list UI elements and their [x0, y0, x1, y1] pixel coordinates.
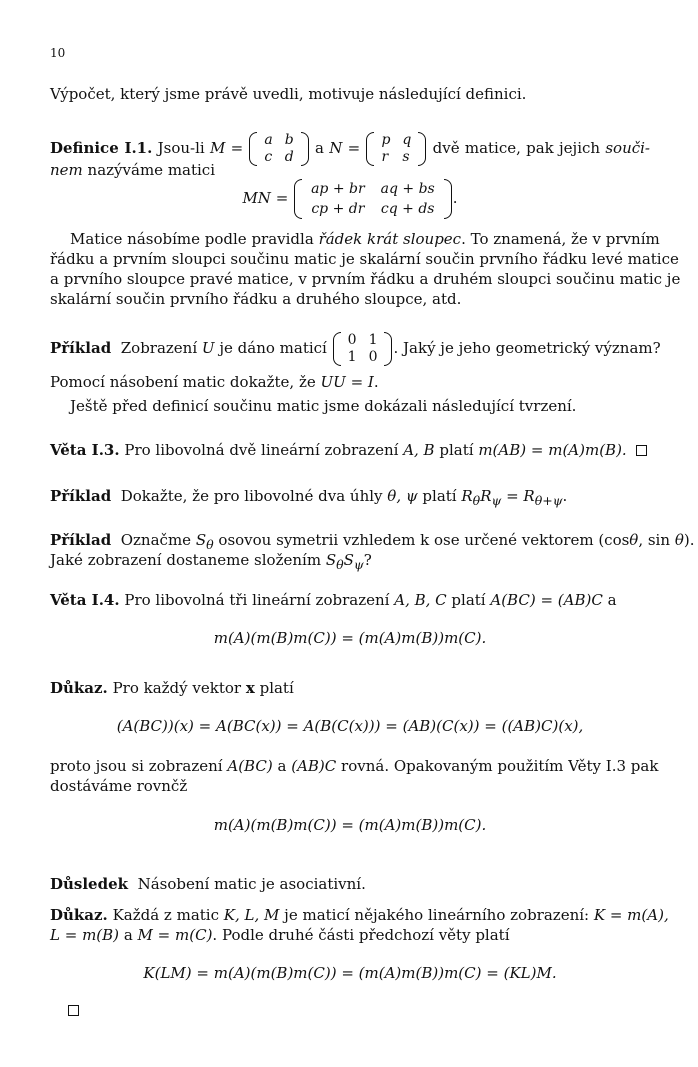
example2-label: Příklad [50, 487, 112, 505]
corollary-label: Důsledek [50, 875, 129, 893]
proof1-display: (A(BC))(x) = A(BC(x)) = A(B(C(x))) = (AB)(C(x)) = ((AB)C)(x), [116, 717, 584, 735]
matrix-m: a b c d [249, 132, 308, 166]
qed-symbol-end [68, 1005, 79, 1016]
proof2-label: Důkaz. [50, 906, 108, 924]
example3-line-1: Příklad Označme $S_\theta$ osovou symetrii vzhledem k ose určené vektorem (cosθ, sin θ). [50, 531, 695, 552]
rule-line-3: a prvního sloupce pravé matice, v prvním řádku a druhém sloupci součinu matic je [50, 270, 681, 288]
theorem3-line: Věta I.3. Pro libovolná dvě lineární zobrazení A, B platí m(AB) = m(A)m(B). [50, 441, 627, 459]
definition-line-1: Definice I.1. Jsou-li M = a b c d a N = p q r s dvě matice, pak jejich souči- [50, 132, 650, 165]
proof2-line-1: Důkaz. Každá z matic K, L, M je maticí nějakého lineárního zobrazení: K = m(A), [50, 906, 669, 924]
definition-line-2: nem nazýváme matici [50, 161, 216, 179]
theorem4-display: m(A)(m(B)m(C)) = (m(A)m(B))m(C). [213, 629, 487, 647]
example3-label: Příklad [50, 531, 112, 549]
proof2-display: K(LM) = m(A)(m(B)m(C)) = (m(A)m(B))m(C) = (KL)M. [143, 964, 557, 982]
corollary-line: Důsledek Násobení matic je asociativní. [50, 875, 366, 893]
rule-line-2: řádku a prvním sloupci součinu matic je skalární součin prvního řádku levé matice [50, 250, 679, 268]
proof1-display-2: m(A)(m(B)m(C)) = (m(A)m(B))m(C). [213, 816, 487, 834]
example3-line-2: Jaké zobrazení dostaneme složením $S_\theta S_\psi$? [50, 551, 372, 572]
intro-text: Výpočet, který jsme právě uvedli, motivuje následující definici. [50, 85, 527, 103]
proof1-line-3: dostáváme rovnčž [50, 777, 188, 795]
proof1-line-2: proto jsou si zobrazení A(BC) a (AB)C rovná. Opakovaným použitím Věty I.3 pak [50, 757, 659, 775]
example1-line-1: Příklad Zobrazení U je dáno maticí 0 1 1 0 . Jaký je jeho geometrický význam? [50, 332, 661, 365]
pre-theorem-text: Ještě před definicí součinu matic jsme dokázali následující tvrzení. [70, 397, 577, 415]
proof1-label: Důkaz. [50, 679, 108, 697]
example1-label: Příklad [50, 339, 112, 357]
example1-line-2: Pomocí násobení matic dokažte, že UU = I. [50, 373, 379, 391]
page-number: 10 [50, 46, 66, 60]
matrix-n: p q r s [366, 132, 426, 166]
theorem4-line: Věta I.4. Pro libovolná tři lineární zobrazení A, B, C platí A(BC) = (AB)C a [50, 591, 617, 609]
example1-matrix: 0 1 1 0 [333, 332, 393, 366]
qed-symbol [636, 445, 647, 456]
proof2-line-2: L = m(B) a M = m(C). Podle druhé části předchozí věty platí [50, 926, 510, 944]
proof1-line-1: Důkaz. Pro každý vektor x platí [50, 679, 294, 697]
theorem4-label: Věta I.4. [50, 591, 120, 609]
theorem3-label: Věta I.3. [50, 441, 120, 459]
definition-label: Definice I.1. [50, 139, 153, 157]
rule-line-4: skalární součin prvního řádku a druhého sloupce, atd. [50, 290, 462, 308]
definition-product-display: MN = ap + br aq + bs cp + dr cq + ds . [242, 181, 458, 217]
product-matrix: ap + br aq + bs cp + dr cq + ds [294, 179, 452, 219]
example2-line: Příklad Dokažte, že pro libovolné dva úhly θ, ψ platí $R_\theta R_\psi = R_{\theta+\psi}$. [50, 487, 568, 508]
rule-line-1: Matice násobíme podle pravidla řádek krát sloupec. To znamená, že v prvním [70, 230, 660, 248]
